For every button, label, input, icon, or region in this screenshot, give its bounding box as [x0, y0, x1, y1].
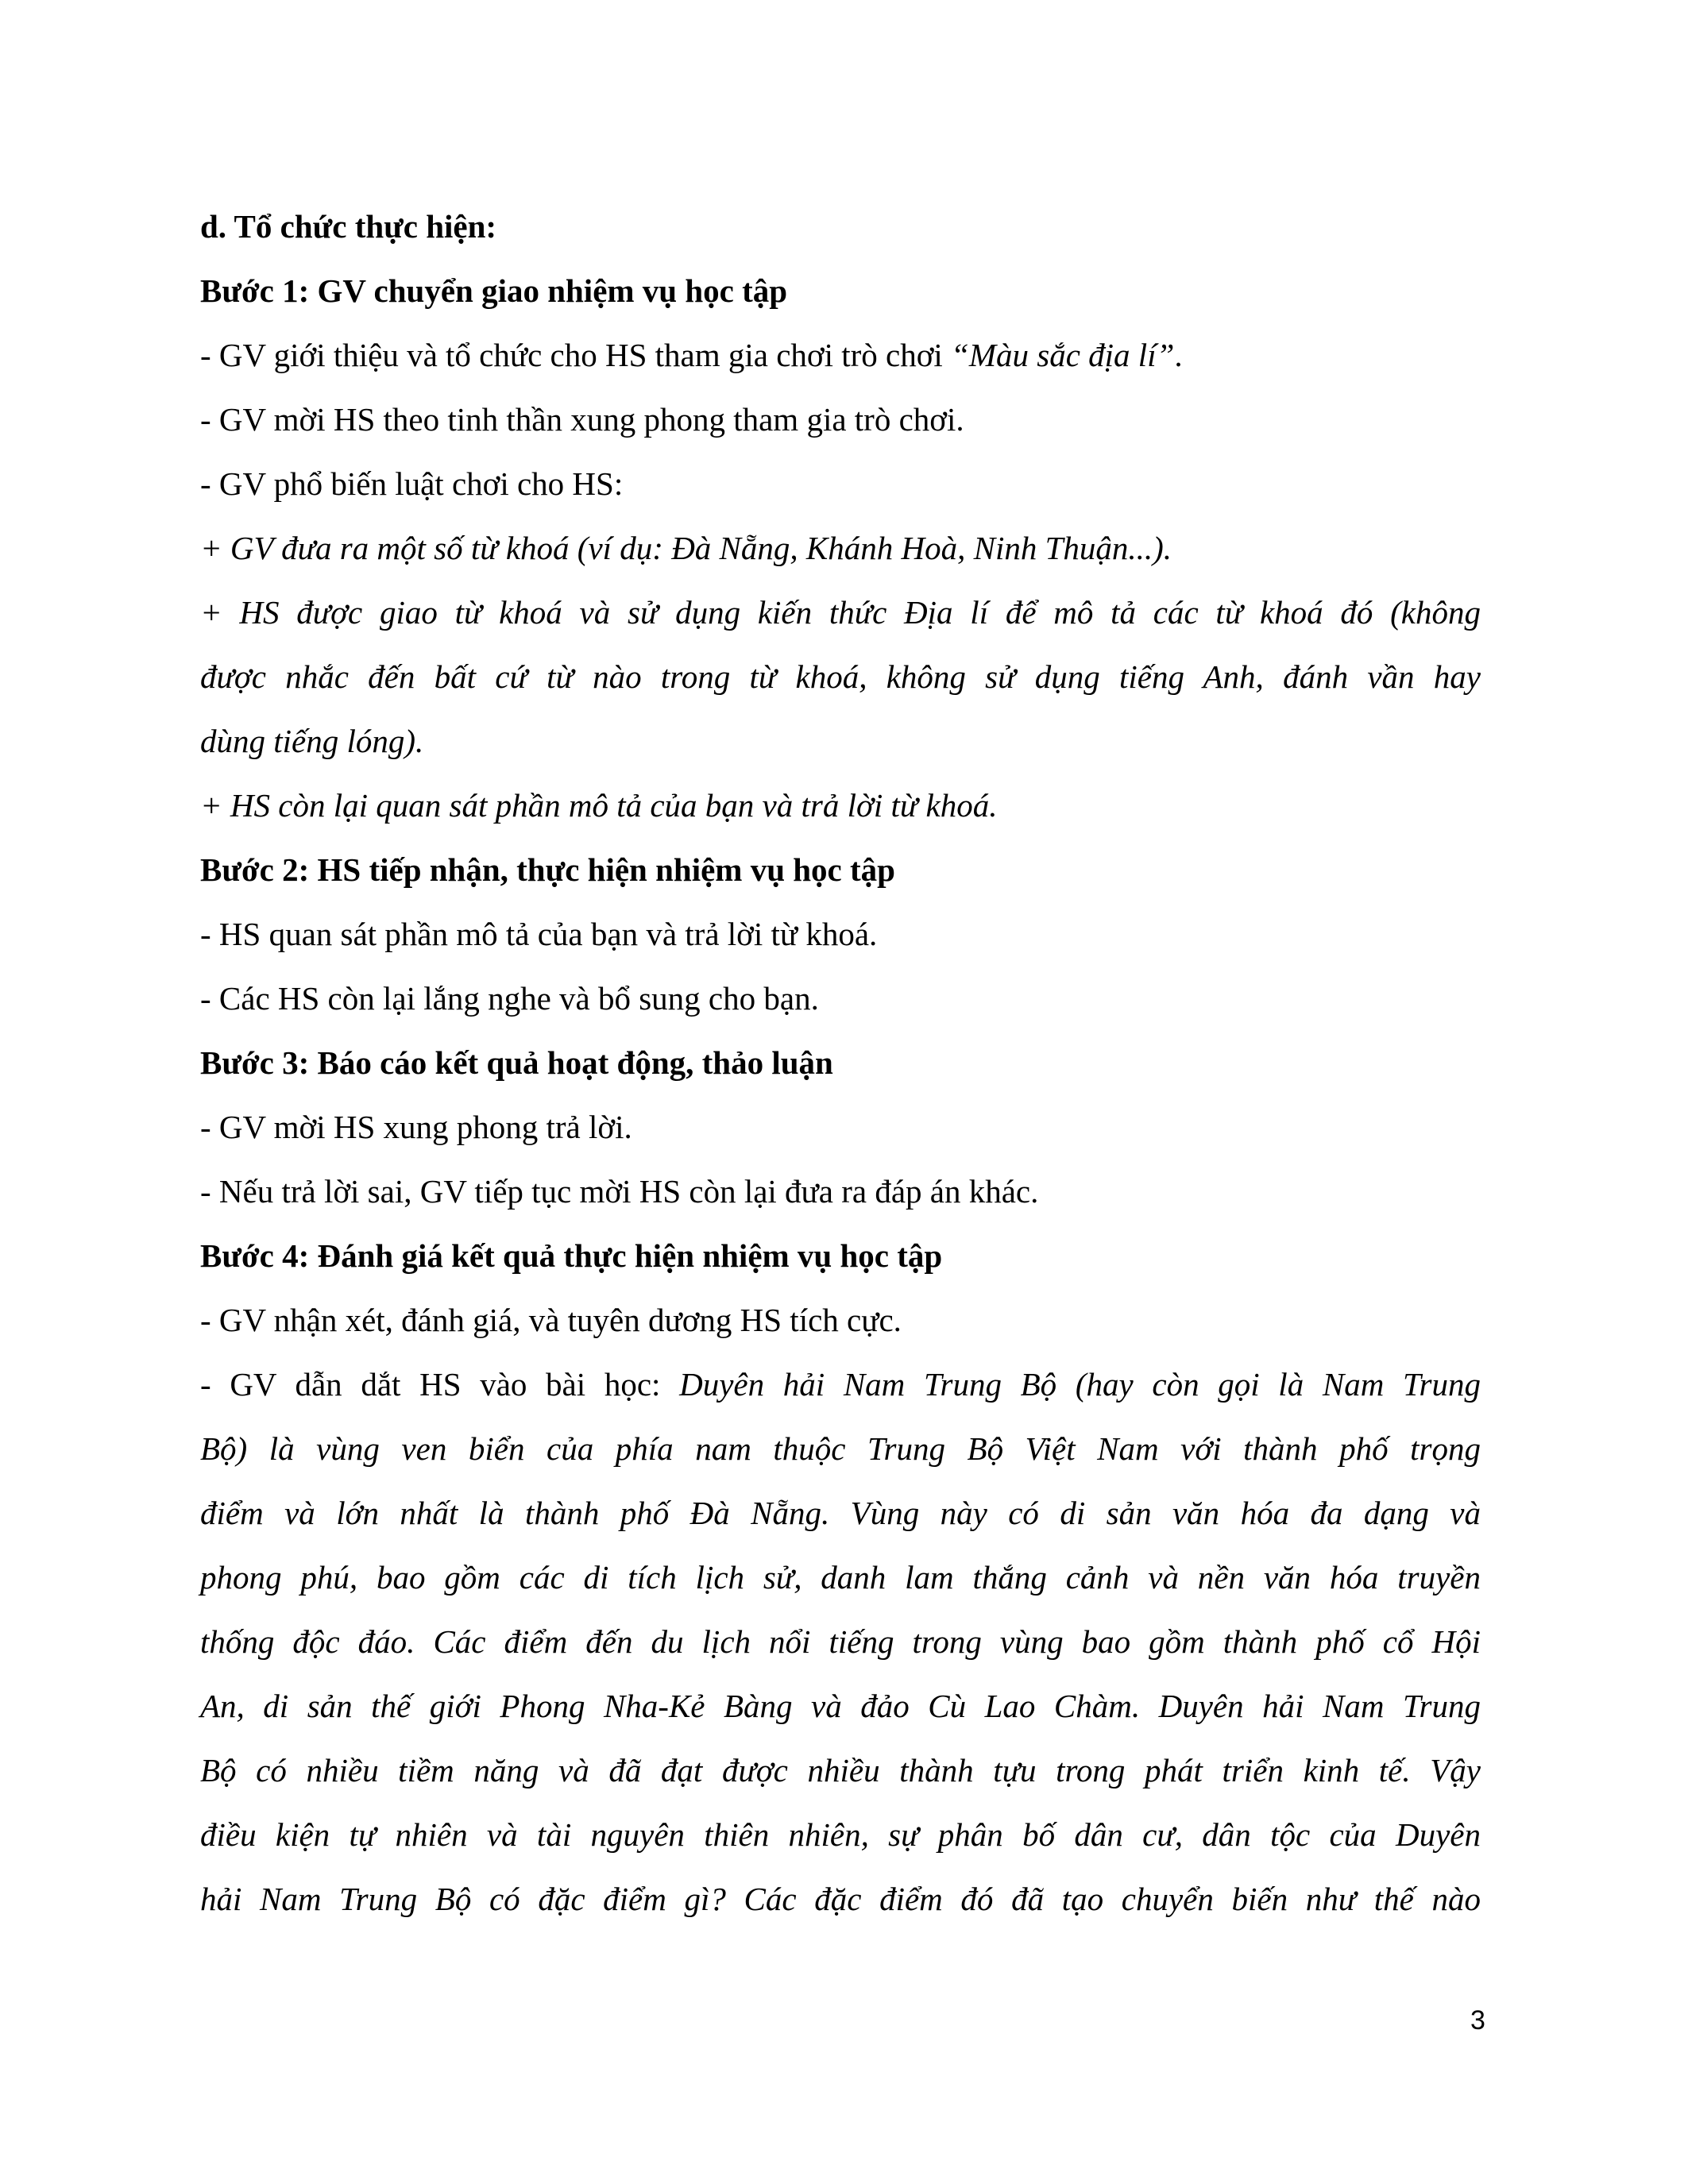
step4-title: Bước 4: Đánh giá kết quả thực hiện nhiệm vụ học tập — [200, 1237, 943, 1274]
step2-line2: - Các HS còn lại lắng nghe và bổ sung cho bạn. — [200, 980, 819, 1017]
step3-line2: - Nếu trả lời sai, GV tiếp tục mời HS còn lại đưa ra đáp án khác. — [200, 1173, 1039, 1210]
intro-line-2: điểm và lớn nhất là thành phố Đà Nẵng. Vùng này có di sản văn hóa đa dạng và — [200, 1495, 1481, 1531]
rule-1: + GV đưa ra một số từ khoá (ví dụ: Đà Nẵng, Khánh Hoà, Ninh Thuận...). — [200, 530, 1172, 566]
intro-line-5: An, di sản thế giới Phong Nha-Kẻ Bàng và đảo Cù Lao Chàm. Duyên hải Nam Trung — [200, 1688, 1481, 1724]
step1-line3: - GV phổ biến luật chơi cho HS: — [200, 465, 624, 502]
step1-title: Bước 1: GV chuyển giao nhiệm vụ học tập — [200, 272, 788, 309]
intro-line-6: Bộ có nhiều tiềm năng và đã đạt được nhiều thành tựu trong phát triển kinh tế. Vậy — [200, 1752, 1481, 1788]
step2-title: Bước 2: HS tiếp nhận, thực hiện nhiệm vụ học tập — [200, 851, 895, 888]
step1-line2: - GV mời HS theo tinh thần xung phong tham gia trò chơi. — [200, 401, 964, 438]
rule-2-line-c: dùng tiếng lóng). — [200, 723, 424, 759]
document-page — [200, 195, 1481, 1931]
game-name: “Màu sắc địa lí” — [951, 337, 1175, 373]
step1-line1-prefix: - GV giới thiệu và tổ chức cho HS tham gia chơi trò chơi — [200, 337, 952, 373]
step3-title: Bước 3: Báo cáo kết quả hoạt động, thảo luận — [200, 1044, 833, 1081]
intro-text-0: Duyên hải Nam Trung Bộ (hay còn gọi là Nam Trung — [679, 1366, 1481, 1403]
step1-line1-suffix: . — [1174, 337, 1183, 373]
rule-2-line-a: + HS được giao từ khoá và sử dụng kiến thức Địa lí để mô tả các từ khoá đó (không — [200, 594, 1481, 631]
step1-line1 — [200, 323, 1481, 388]
intro-line-8: hải Nam Trung Bộ có đặc điểm gì? Các đặc điểm đó đã tạo chuyển biến như thế nào — [200, 1881, 1481, 1917]
rule-2-line-b: được nhắc đến bất cứ từ nào trong từ khoá, không sử dụng tiếng Anh, đánh vần hay — [200, 658, 1481, 695]
intro-line-4: thống độc đáo. Các điểm đến du lịch nổi tiếng trong vùng bao gồm thành phố cổ Hội — [200, 1623, 1481, 1660]
section-heading: d. Tổ chức thực hiện: — [200, 208, 497, 245]
page-number: 3 — [1470, 2005, 1485, 2035]
intro-line-7: điều kiện tự nhiên và tài nguyên thiên nhiên, sự phân bố dân cư, dân tộc của Duyên — [200, 1816, 1481, 1853]
step4-line1: - GV nhận xét, đánh giá, và tuyên dương HS tích cực. — [200, 1302, 902, 1338]
intro-prefix: - GV dẫn dắt HS vào bài học: — [200, 1366, 680, 1403]
step2-line1: - HS quan sát phần mô tả của bạn và trả lời từ khoá. — [200, 916, 878, 952]
intro-line-0 — [200, 1352, 1481, 1417]
intro-line-1: Bộ) là vùng ven biển của phía nam thuộc Trung Bộ Việt Nam với thành phố trọng — [200, 1430, 1481, 1467]
intro-line-3: phong phú, bao gồm các di tích lịch sử, danh lam thắng cảnh và nền văn hóa truyền — [200, 1559, 1481, 1596]
rule-3: + HS còn lại quan sát phần mô tả của bạn và trả lời từ khoá. — [200, 787, 998, 824]
step3-line1: - GV mời HS xung phong trả lời. — [200, 1109, 632, 1145]
